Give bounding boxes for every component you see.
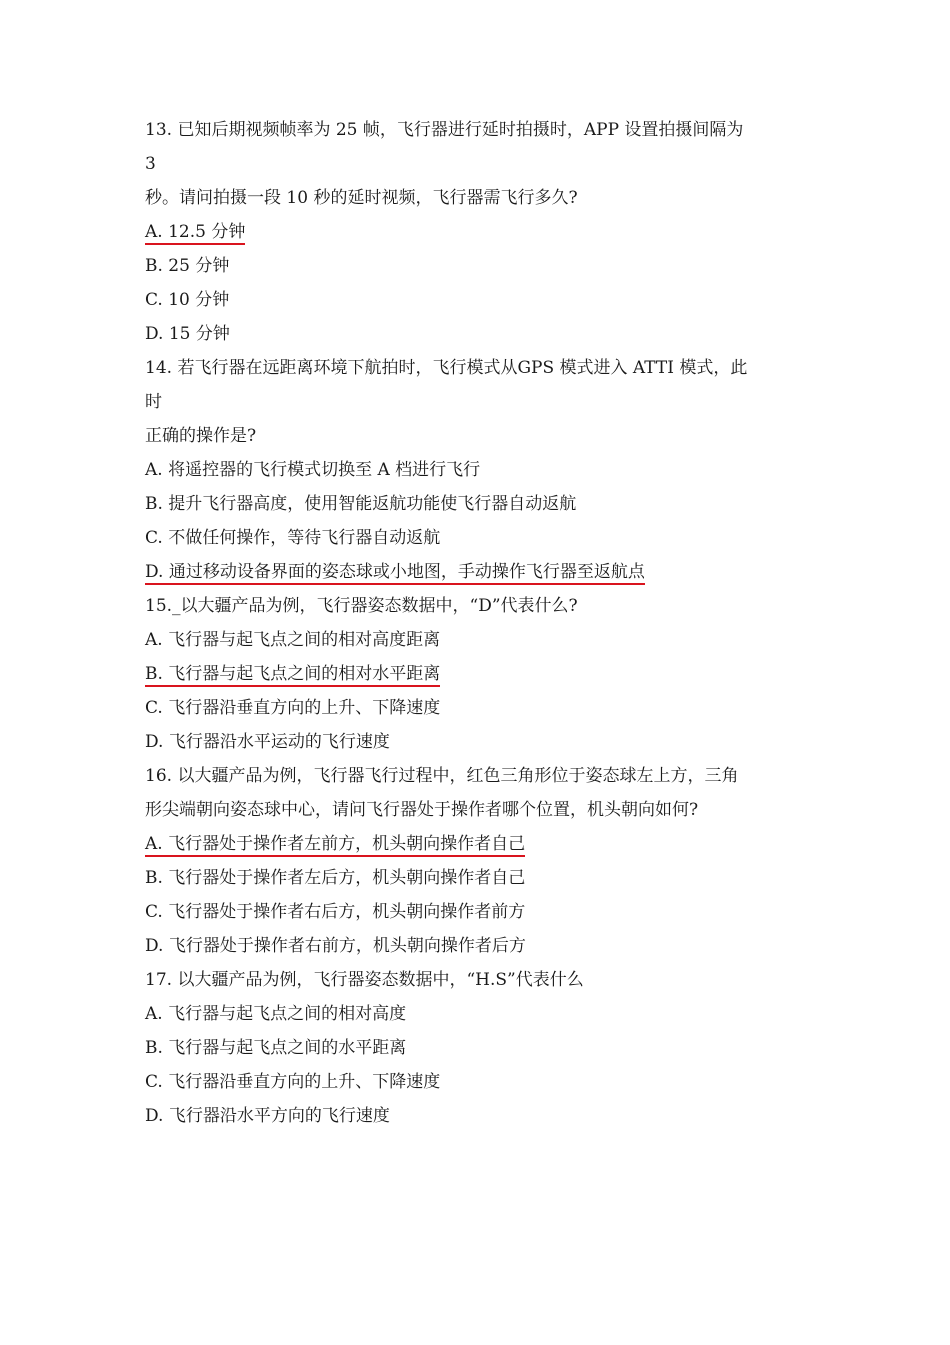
question-16-option-a [145,832,525,856]
question-13-option-c: C. 10 分钟 [145,290,230,310]
question-15-option-d: D. 飞行器沿水平运动的飞行速度 [145,732,390,752]
question-14-option-c: C. 不做任何操作，等待飞行器自动返航 [145,528,441,548]
question-13-option-a [145,220,245,244]
question-14-option-b: B. 提升飞行器高度，使用智能返航功能使飞行器自动返航 [145,494,577,514]
question-13-option-b: B. 25 分钟 [145,256,230,276]
question-15-option-c: C. 飞行器沿垂直方向的上升、下降速度 [145,698,441,718]
question-15-option-b [145,662,440,686]
question-14-stem-line-1: 14. 若飞行器在远距离环境下航拍时，飞行模式从GPS 模式进入 ATTI 模式，此 [145,358,748,378]
question-13-stem-line-2: 3 [145,154,156,174]
question-17-option-a: A. 飞行器与起飞点之间的相对高度 [145,1004,407,1024]
answer-underline: B. 飞行器与起飞点之间的相对水平距离 [145,664,440,687]
question-13-stem-line-3: 秒。请问拍摄一段 10 秒的延时视频，飞行器需飞行多久? [145,188,578,208]
question-14-option-a: A. 将遥控器的飞行模式切换至 A 档进行飞行 [145,460,481,480]
question-16-stem-line-2: 形尖端朝向姿态球中心，请问飞行器处于操作者哪个位置，机头朝向如何? [145,800,699,820]
question-13-stem-line-1: 13. 已知后期视频帧率为 25 帧，飞行器进行延时拍摄时，APP 设置拍摄间隔为 [145,120,744,140]
answer-underline: A. 12.5 分钟 [145,222,245,245]
answer-underline: A. 飞行器处于操作者左前方，机头朝向操作者自己 [145,834,525,857]
question-15-option-a: A. 飞行器与起飞点之间的相对高度距离 [145,630,441,650]
question-16-option-d: D. 飞行器处于操作者右前方，机头朝向操作者后方 [145,936,526,956]
question-15-stem-line-1: 15._以大疆产品为例，飞行器姿态数据中，“D”代表什么? [145,596,578,616]
question-14-option-d [145,560,645,584]
question-17-stem-line-1: 17. 以大疆产品为例，飞行器姿态数据中，“H.S”代表什么 [145,970,584,990]
question-14-stem-line-2: 时 [145,392,162,412]
question-17-option-d: D. 飞行器沿水平方向的飞行速度 [145,1106,390,1126]
answer-underline: D. 通过移动设备界面的姿态球或小地图，手动操作飞行器至返航点 [145,562,645,585]
question-16-stem-line-1: 16. 以大疆产品为例，飞行器飞行过程中，红色三角形位于姿态球左上方，三角 [145,766,739,786]
question-13-option-d: D. 15 分钟 [145,324,230,344]
question-16-option-c: C. 飞行器处于操作者右后方，机头朝向操作者前方 [145,902,526,922]
question-17-option-c: C. 飞行器沿垂直方向的上升、下降速度 [145,1072,441,1092]
question-14-stem-line-3: 正确的操作是? [145,426,257,446]
question-17-option-b: B. 飞行器与起飞点之间的水平距离 [145,1038,407,1058]
question-16-option-b: B. 飞行器处于操作者左后方，机头朝向操作者自己 [145,868,526,888]
